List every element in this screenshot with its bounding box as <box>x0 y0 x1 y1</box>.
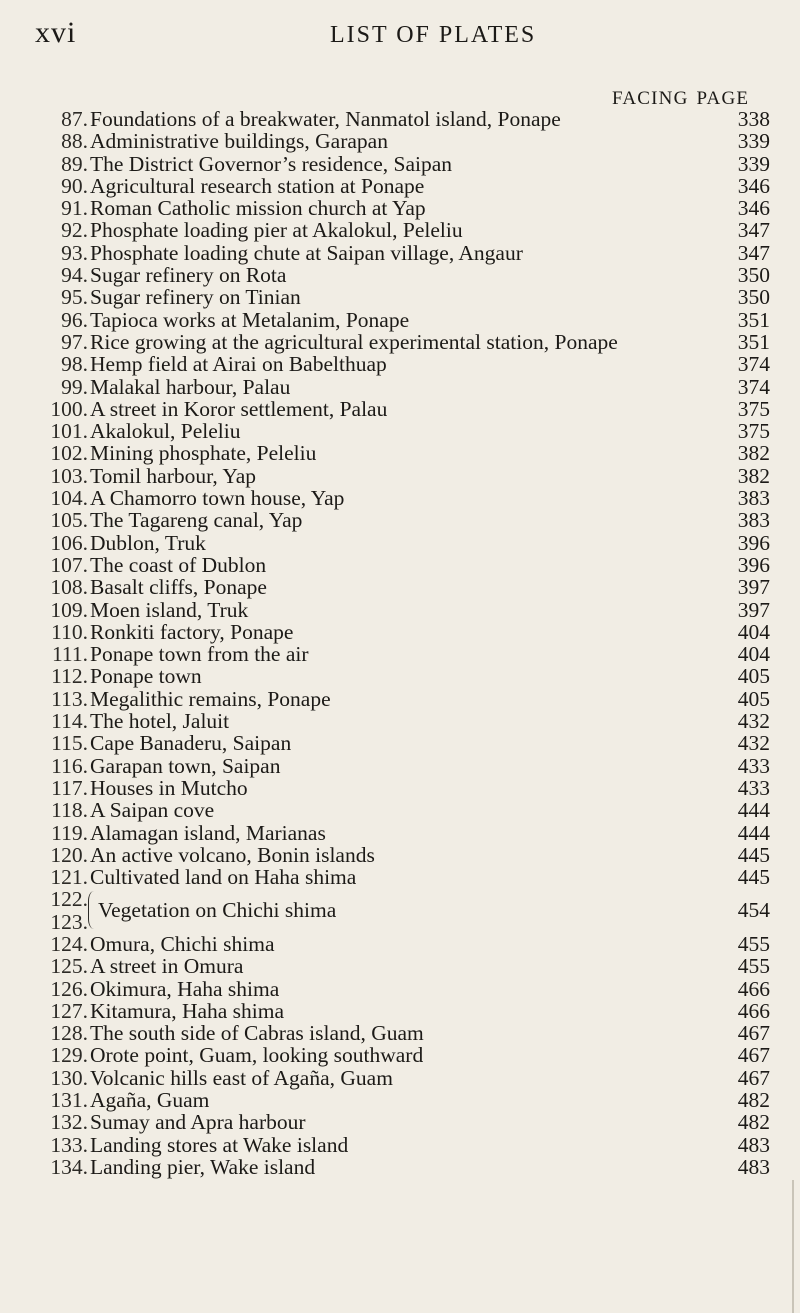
plate-page: 382 <box>737 441 770 466</box>
plate-page: 483 <box>737 1154 770 1179</box>
plate-number: 117. <box>51 775 88 800</box>
list-item <box>0 1022 800 1044</box>
plate-number: 100. <box>50 396 88 421</box>
plate-number: 93. <box>61 240 88 265</box>
plate-title: A street in Koror settlement, Palau <box>90 396 388 421</box>
plate-title: Sugar refinery on Tinian <box>90 285 301 310</box>
list-item <box>0 978 800 1000</box>
page-edge-shadow <box>792 1180 794 1313</box>
plate-page: 350 <box>737 285 770 310</box>
plate-title: Ponape town <box>90 664 202 689</box>
plate-page: 383 <box>737 486 770 511</box>
plate-number: 109. <box>50 597 88 622</box>
plate-number: 99. <box>61 374 88 399</box>
plate-page: 445 <box>737 865 770 890</box>
plate-title: Agaña, Guam <box>90 1088 210 1113</box>
plate-page: 467 <box>737 1021 770 1046</box>
plate-page: 444 <box>737 820 770 845</box>
plate-number: 119. <box>51 820 88 845</box>
plate-title: Sumay and Apra harbour <box>90 1110 306 1135</box>
plate-title: The District Governor’s residence, Saipan <box>90 151 453 176</box>
plate-number: 127. <box>50 998 88 1023</box>
plate-number: 98. <box>61 352 88 377</box>
plate-number: 133. <box>50 1132 88 1157</box>
list-item <box>0 153 800 175</box>
list-item <box>0 376 800 398</box>
plate-number: 122. <box>50 887 88 912</box>
plate-title: Vegetation on Chichi shima <box>98 898 337 923</box>
list-item <box>0 1044 800 1066</box>
plate-page: 405 <box>737 664 770 689</box>
plate-title: Basalt cliffs, Ponape <box>90 575 267 600</box>
plate-number: 115. <box>51 731 88 756</box>
plate-list <box>0 108 800 1178</box>
plate-title: Houses in Mutcho <box>90 775 248 800</box>
plate-page: 382 <box>737 463 770 488</box>
plate-title: Garapan town, Saipan <box>90 753 281 778</box>
plate-number: 129. <box>50 1043 88 1068</box>
list-item <box>0 844 800 866</box>
plate-page: 396 <box>737 530 770 555</box>
plate-title: Ronkiti factory, Ponape <box>90 619 294 644</box>
list-item <box>0 1089 800 1111</box>
plate-title: Moen island, Truk <box>90 597 249 622</box>
plate-number: 124. <box>50 931 88 956</box>
plate-page: 432 <box>737 731 770 756</box>
plate-title: A street in Omura <box>90 954 244 979</box>
plate-number: 103. <box>50 463 88 488</box>
list-item <box>0 777 800 799</box>
list-item <box>0 799 800 821</box>
plate-number: 112. <box>51 664 88 689</box>
brace-mark <box>88 891 95 929</box>
plate-page: 482 <box>737 1088 770 1113</box>
plate-title: Kitamura, Haha shima <box>90 998 285 1023</box>
plate-page: 482 <box>737 1110 770 1135</box>
list-item <box>0 1134 800 1156</box>
plate-page: 346 <box>737 196 770 221</box>
list-item <box>0 264 800 286</box>
plate-number: 88. <box>61 129 88 154</box>
list-item <box>0 1156 800 1178</box>
plate-title: Landing stores at Wake island <box>90 1132 349 1157</box>
page-number: xvi <box>35 16 77 49</box>
list-item <box>0 509 800 531</box>
list-item <box>0 108 800 130</box>
plate-number: 123. <box>50 909 88 934</box>
page-header <box>0 14 800 54</box>
plate-title: Roman Catholic mission church at Yap <box>90 196 426 221</box>
list-item <box>0 532 800 554</box>
list-item <box>0 242 800 264</box>
plate-page: 374 <box>737 352 770 377</box>
plate-page: 405 <box>737 686 770 711</box>
plate-page: 404 <box>737 619 770 644</box>
list-item <box>0 331 800 353</box>
plate-title: The coast of Dublon <box>90 552 267 577</box>
plate-title: The south side of Cabras island, Guam <box>90 1021 424 1046</box>
list-item <box>0 554 800 576</box>
plate-numbers <box>15 888 88 933</box>
list-item <box>0 465 800 487</box>
list-item <box>0 755 800 777</box>
list-item <box>0 732 800 754</box>
plate-page: 339 <box>737 151 770 176</box>
list-item <box>0 866 800 888</box>
list-item <box>0 398 800 420</box>
plate-page: 445 <box>737 842 770 867</box>
plate-page: 444 <box>737 798 770 823</box>
plate-title: Landing pier, Wake island <box>90 1154 316 1179</box>
plate-number: 126. <box>50 976 88 1001</box>
list-item <box>0 1111 800 1133</box>
plate-page: 455 <box>737 954 770 979</box>
list-item <box>0 130 800 152</box>
plate-page: 339 <box>737 129 770 154</box>
plate-title: Volcanic hills east of Agaña, Guam <box>90 1065 393 1090</box>
plate-number: 104. <box>50 486 88 511</box>
plate-number: 121. <box>50 865 88 890</box>
plate-title: Akalokul, Peleliu <box>90 419 241 444</box>
plate-title: Omura, Chichi shima <box>90 931 275 956</box>
plate-number: 114. <box>51 709 88 734</box>
plate-title: Alamagan island, Marianas <box>90 820 326 845</box>
plate-page: 347 <box>737 218 770 243</box>
list-item <box>0 643 800 665</box>
plate-number: 94. <box>61 263 88 288</box>
plate-number: 91. <box>61 196 88 221</box>
plate-page: 351 <box>737 329 770 354</box>
list-item <box>0 688 800 710</box>
plate-title: Sugar refinery on Rota <box>90 263 287 288</box>
plate-title: Malakal harbour, Palau <box>90 374 291 399</box>
plate-title: Dublon, Truk <box>90 530 206 555</box>
plate-page: 397 <box>737 575 770 600</box>
plate-number: 110. <box>51 619 88 644</box>
plate-number: 132. <box>50 1110 88 1135</box>
plate-page: 483 <box>737 1132 770 1157</box>
list-item <box>0 665 800 687</box>
plate-number: 97. <box>61 329 88 354</box>
plate-page: 346 <box>737 173 770 198</box>
plate-page: 432 <box>737 709 770 734</box>
list-item <box>0 420 800 442</box>
list-item <box>0 955 800 977</box>
list-item <box>0 309 800 331</box>
list-item <box>0 1067 800 1089</box>
plate-page: 467 <box>737 1043 770 1068</box>
plate-number: 96. <box>61 307 88 332</box>
plate-title: Megalithic remains, Ponape <box>90 686 331 711</box>
list-item <box>0 197 800 219</box>
list-item <box>0 933 800 955</box>
plate-title: Phosphate loading chute at Saipan village, Angaur <box>90 240 523 265</box>
plate-page: 350 <box>737 263 770 288</box>
plate-page: 455 <box>737 931 770 956</box>
plate-page: 351 <box>737 307 770 332</box>
plate-page: 404 <box>737 642 770 667</box>
plate-title: Tapioca works at Metalanim, Ponape <box>90 307 410 332</box>
plate-number: 128. <box>50 1021 88 1046</box>
plate-title: Tomil harbour, Yap <box>90 463 257 488</box>
plate-page: 375 <box>737 396 770 421</box>
plate-number: 107. <box>50 552 88 577</box>
list-item <box>0 1000 800 1022</box>
plate-title: Okimura, Haha shima <box>90 976 280 1001</box>
plate-page: 466 <box>737 998 770 1023</box>
plate-number: 89. <box>61 151 88 176</box>
plate-number: 102. <box>50 441 88 466</box>
list-item <box>0 219 800 241</box>
plate-title: Agricultural research station at Ponape <box>90 173 425 198</box>
plate-number: 90. <box>61 173 88 198</box>
plate-number: 125. <box>50 954 88 979</box>
plate-number: 120. <box>50 842 88 867</box>
plate-number: 106. <box>50 530 88 555</box>
plate-page: 375 <box>737 419 770 444</box>
plate-title: Phosphate loading pier at Akalokul, Peleliu <box>90 218 463 243</box>
plate-number: 116. <box>51 753 88 778</box>
list-item <box>0 621 800 643</box>
plate-title: Administrative buildings, Garapan <box>90 129 388 154</box>
plate-page: 433 <box>737 775 770 800</box>
list-item <box>0 442 800 464</box>
list-item <box>0 487 800 509</box>
plate-title: Hemp field at Airai on Babelthuap <box>90 352 387 377</box>
plate-number: 92. <box>61 218 88 243</box>
plate-title: A Chamorro town house, Yap <box>90 486 345 511</box>
plate-title: The hotel, Jaluit <box>90 709 230 734</box>
plate-page: 383 <box>737 508 770 533</box>
list-item <box>0 286 800 308</box>
plate-page: 347 <box>737 240 770 265</box>
plate-page: 433 <box>737 753 770 778</box>
plate-page: 397 <box>737 597 770 622</box>
plate-number: 111. <box>51 642 88 667</box>
list-item <box>0 599 800 621</box>
plate-title: Cape Banaderu, Saipan <box>90 731 292 756</box>
plate-number: 87. <box>61 107 88 131</box>
plate-page: 396 <box>737 552 770 577</box>
page-label: PAGE <box>696 88 750 109</box>
list-item <box>0 822 800 844</box>
plate-number: 105. <box>50 508 88 533</box>
plate-number: 134. <box>50 1154 88 1179</box>
plate-title: Mining phosphate, Peleliu <box>90 441 317 466</box>
plate-title: Foundations of a breakwater, Nanmatol island, Ponape <box>90 107 561 131</box>
plate-number: 108. <box>50 575 88 600</box>
plate-number: 118. <box>51 798 88 823</box>
plate-number: 95. <box>61 285 88 310</box>
list-item <box>0 576 800 598</box>
plate-title: Rice growing at the agricultural experimental station, Ponape <box>90 329 618 354</box>
plate-page: 467 <box>737 1065 770 1090</box>
plate-title: An active volcano, Bonin islands <box>90 842 375 867</box>
running-title: LIST OF PLATES <box>330 22 537 48</box>
plate-page: 466 <box>737 976 770 1001</box>
plate-number: 131. <box>50 1088 88 1113</box>
facing-label: FACING <box>612 88 689 109</box>
plate-number: 130. <box>50 1065 88 1090</box>
plate-page: 338 <box>737 107 770 131</box>
list-item <box>0 710 800 732</box>
plate-number: 101. <box>50 419 88 444</box>
list-item-combined <box>0 888 800 933</box>
plate-title: A Saipan cove <box>90 798 215 823</box>
list-item <box>0 175 800 197</box>
plate-page: 454 <box>737 898 770 923</box>
plate-title: Ponape town from the air <box>90 642 309 667</box>
plate-title: Cultivated land on Haha shima <box>90 865 357 890</box>
plate-page: 374 <box>737 374 770 399</box>
plate-title: Orote point, Guam, looking southward <box>90 1043 424 1068</box>
plate-number: 113. <box>51 686 88 711</box>
plate-title: The Tagareng canal, Yap <box>90 508 303 533</box>
list-item <box>0 353 800 375</box>
